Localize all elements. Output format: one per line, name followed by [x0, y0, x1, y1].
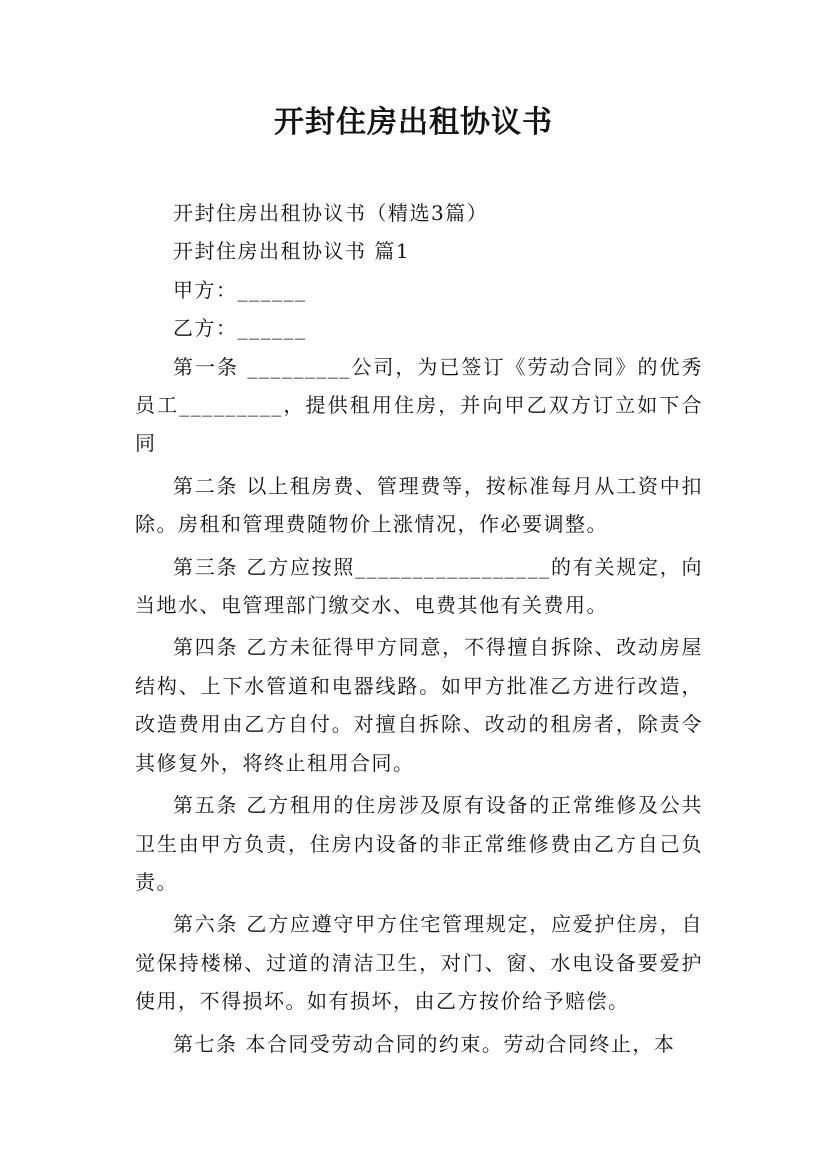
article-7: 第七条 本合同受劳动合同的约束。劳动合同终止，本 [173, 1031, 676, 1056]
section-heading: 开封住房出租协议书 篇1 [173, 239, 411, 264]
article-5: 第五条 乙方租用的住房涉及原有设备的正常维修及公共卫生由甲方负责，住房内设备的非正常维修费由乙方自己负责。 [135, 793, 703, 894]
article-2: 第二条 以上租房费、管理费等，按标准每月从工资中扣除。房租和管理费随物价上涨情况，作必要调整。 [135, 473, 703, 537]
subtitle-line: 开封住房出租协议书（精选3篇） [173, 201, 489, 225]
article-4: 第四条 乙方未征得甲方同意，不得擅自拆除、改动房屋结构、上下水管道和电器线路。如甲方批准乙方进行改造，改造费用由乙方自付。对擅自拆除、改动的租房者，除责令其修复外，将终止租用合同。 [135, 635, 703, 775]
party-a-line: 甲方：______ [173, 277, 307, 302]
article-3: 第三条 乙方应按照_________________的有关规定，向当地水、电管理部门缴交水、电费其他有关费用。 [135, 554, 703, 618]
document-title: 开封住房出租协议书 [274, 105, 553, 140]
article-1: 第一条 _________公司，为已签订《劳动合同》的优秀员工_________，提供租用住房，并向甲乙双方订立如下合同 [135, 354, 703, 456]
article-6: 第六条 乙方应遵守甲方住宅管理规定，应爱护住房，自觉保持楼梯、过道的清洁卫生，对门、窗、水电设备要爱护使用，不得损坏。如有损坏，由乙方按价给予赔偿。 [135, 912, 703, 1014]
document-body [135, 194, 703, 1063]
party-b-line: 乙方：______ [173, 316, 307, 341]
